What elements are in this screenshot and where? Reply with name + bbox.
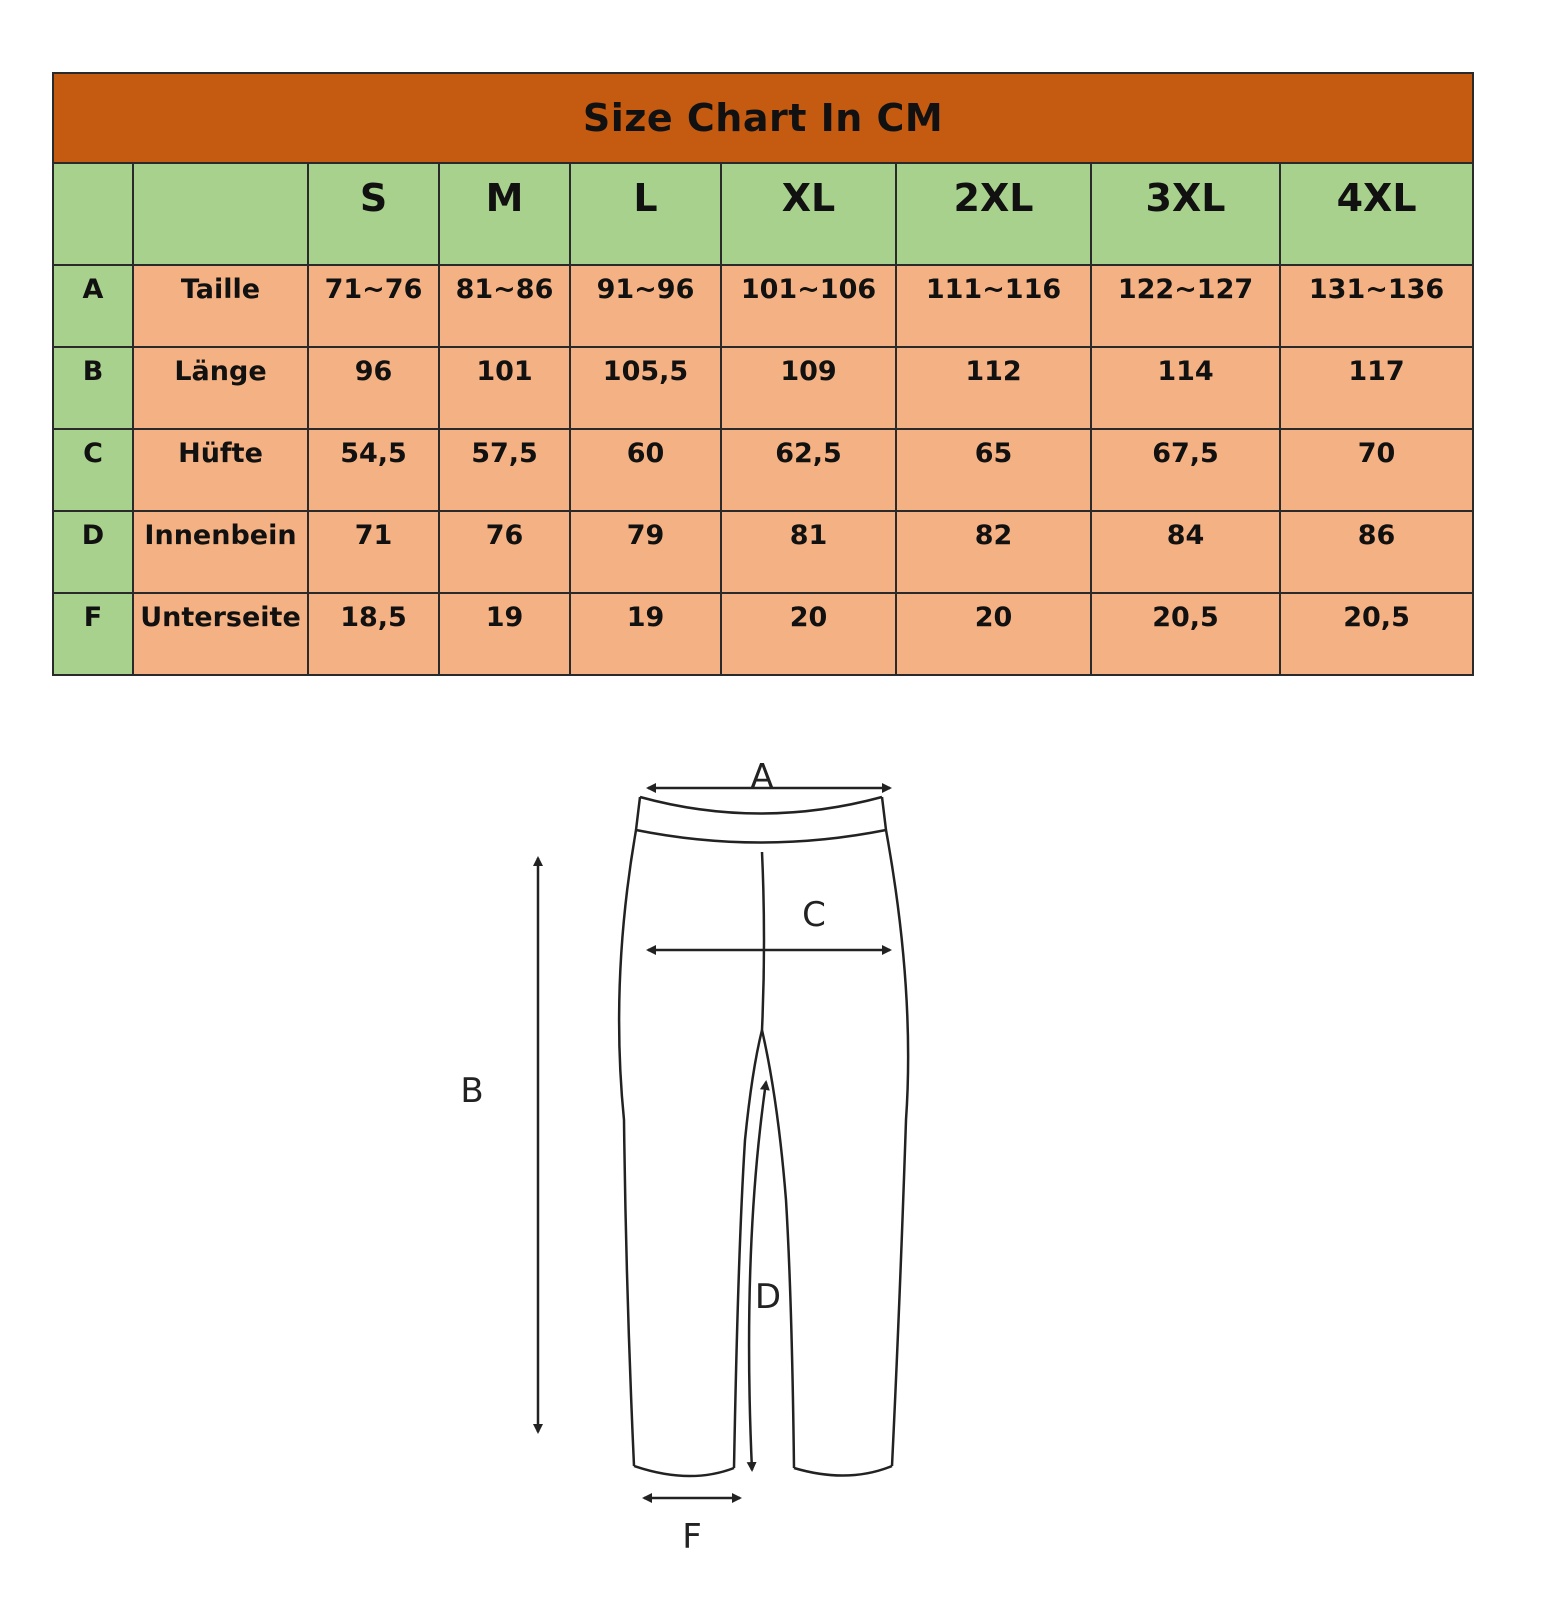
row-key: F bbox=[53, 593, 133, 675]
table-cell: 117 bbox=[1280, 347, 1473, 429]
table-cell: 19 bbox=[570, 593, 721, 675]
table-cell: 81~86 bbox=[439, 265, 570, 347]
header-empty-key bbox=[53, 163, 133, 265]
table-cell: 109 bbox=[721, 347, 896, 429]
size-chart-table bbox=[52, 72, 1474, 676]
row-label: Innenbein bbox=[133, 511, 308, 593]
table-cell: 71 bbox=[308, 511, 439, 593]
size-header: 4XL bbox=[1280, 163, 1473, 265]
label-a: A bbox=[750, 757, 774, 797]
row-label: Unterseite bbox=[133, 593, 308, 675]
table-cell: 131~136 bbox=[1280, 265, 1473, 347]
table-cell: 70 bbox=[1280, 429, 1473, 511]
trousers-outline bbox=[619, 797, 908, 1476]
table-cell: 101~106 bbox=[721, 265, 896, 347]
table-cell: 112 bbox=[896, 347, 1091, 429]
table-row bbox=[53, 429, 1473, 511]
size-header: M bbox=[439, 163, 570, 265]
row-key: A bbox=[53, 265, 133, 347]
table-cell: 65 bbox=[896, 429, 1091, 511]
size-header: S bbox=[308, 163, 439, 265]
table-cell: 84 bbox=[1091, 511, 1280, 593]
table-cell: 105,5 bbox=[570, 347, 721, 429]
table-row bbox=[53, 265, 1473, 347]
row-label: Taille bbox=[133, 265, 308, 347]
size-header: 3XL bbox=[1091, 163, 1280, 265]
table-cell: 67,5 bbox=[1091, 429, 1280, 511]
table-cell: 79 bbox=[570, 511, 721, 593]
row-label: Länge bbox=[133, 347, 308, 429]
label-f: F bbox=[682, 1517, 702, 1557]
size-header: XL bbox=[721, 163, 896, 265]
row-key: B bbox=[53, 347, 133, 429]
arrow-d bbox=[749, 1082, 766, 1470]
table-cell: 20,5 bbox=[1280, 593, 1473, 675]
row-key: C bbox=[53, 429, 133, 511]
label-d: D bbox=[754, 1277, 782, 1317]
table-cell: 54,5 bbox=[308, 429, 439, 511]
table-cell: 19 bbox=[439, 593, 570, 675]
measurement-labels bbox=[460, 757, 826, 1557]
table-cell: 82 bbox=[896, 511, 1091, 593]
size-header: 2XL bbox=[896, 163, 1091, 265]
row-key: D bbox=[53, 511, 133, 593]
table-cell: 71~76 bbox=[308, 265, 439, 347]
table-cell: 96 bbox=[308, 347, 439, 429]
table-cell: 86 bbox=[1280, 511, 1473, 593]
table-row bbox=[53, 511, 1473, 593]
measurement-arrows bbox=[538, 788, 890, 1498]
table-cell: 114 bbox=[1091, 347, 1280, 429]
table-cell: 76 bbox=[439, 511, 570, 593]
table-cell: 60 bbox=[570, 429, 721, 511]
table-cell: 20 bbox=[721, 593, 896, 675]
table-row bbox=[53, 593, 1473, 675]
table-cell: 101 bbox=[439, 347, 570, 429]
header-empty-label bbox=[133, 163, 308, 265]
table-title: Size Chart In CM bbox=[53, 73, 1473, 163]
label-c: C bbox=[802, 895, 826, 935]
table-cell: 111~116 bbox=[896, 265, 1091, 347]
table-cell: 18,5 bbox=[308, 593, 439, 675]
table-cell: 20,5 bbox=[1091, 593, 1280, 675]
row-label: Hüfte bbox=[133, 429, 308, 511]
label-b: B bbox=[460, 1071, 484, 1111]
table-cell: 57,5 bbox=[439, 429, 570, 511]
table-cell: 91~96 bbox=[570, 265, 721, 347]
size-header: L bbox=[570, 163, 721, 265]
size-header-row bbox=[53, 163, 1473, 265]
table-cell: 20 bbox=[896, 593, 1091, 675]
trousers-measurement-diagram bbox=[0, 740, 1548, 1600]
table-cell: 62,5 bbox=[721, 429, 896, 511]
table-cell: 81 bbox=[721, 511, 896, 593]
table-cell: 122~127 bbox=[1091, 265, 1280, 347]
table-row bbox=[53, 347, 1473, 429]
